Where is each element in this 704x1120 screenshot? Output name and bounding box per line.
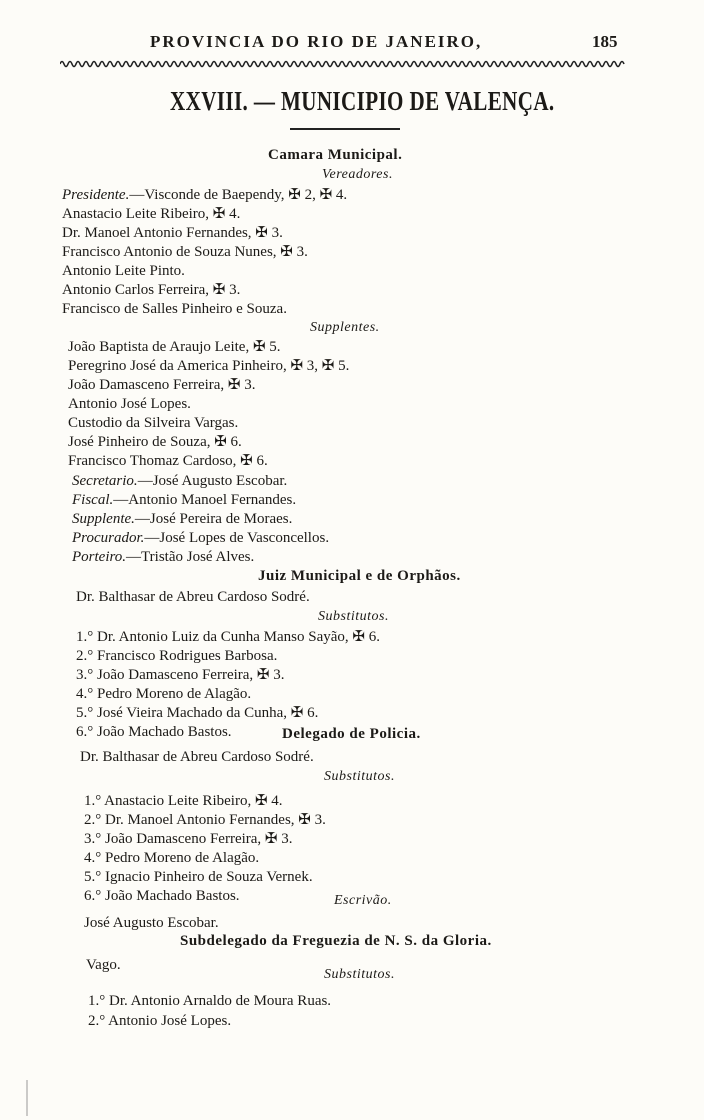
section-heading-juiz: Juiz Municipal e de Orphãos. xyxy=(258,568,461,584)
title-underline xyxy=(290,128,400,130)
subheading-substitutos: Substitutos. xyxy=(324,967,395,982)
role-label: Supplente. xyxy=(72,511,135,527)
subdelegado-status: Vago. xyxy=(86,957,121,973)
subheading-vereadores: Vereadores. xyxy=(322,167,393,182)
section-heading-camara: Camara Municipal. xyxy=(268,147,403,163)
list-item: 2.° Dr. Manoel Antonio Fernandes, ✠ 3. xyxy=(84,812,326,828)
entry-text: —Antonio Manoel Fernandes. xyxy=(113,492,297,508)
role-label: Fiscal. xyxy=(72,492,114,508)
list-item: 3.° João Damasceno Ferreira, ✠ 3. xyxy=(76,667,285,683)
subheading-substitutos: Substitutos. xyxy=(318,609,389,624)
list-item: João Baptista de Araujo Leite, ✠ 5. xyxy=(68,339,281,355)
entry-text: —José Augusto Escobar. xyxy=(137,473,288,489)
list-item: Francisco Antonio de Souza Nunes, ✠ 3. xyxy=(62,244,308,260)
officer-entry xyxy=(72,510,292,528)
officer-entry xyxy=(72,548,254,566)
running-title: PROVINCIA DO RIO DE JANEIRO, xyxy=(150,32,483,51)
list-item: Francisco Thomaz Cardoso, ✠ 6. xyxy=(68,453,268,469)
entry-text: —José Lopes de Vasconcellos. xyxy=(144,530,330,546)
list-item: 4.° Pedro Moreno de Alagão. xyxy=(84,850,260,866)
entry-text: —Visconde de Baependy, ✠ 2, ✠ 4. xyxy=(129,187,348,203)
list-item: Anastacio Leite Ribeiro, ✠ 4. xyxy=(62,206,241,222)
officer-entry xyxy=(72,491,296,509)
role-label: Procurador. xyxy=(72,530,145,546)
list-item: 6.° João Machado Bastos. xyxy=(76,724,232,740)
wavy-rule-divider xyxy=(60,57,625,71)
list-item: 5.° José Vieira Machado da Cunha, ✠ 6. xyxy=(76,705,319,721)
section-heading-delegado: Delegado de Policia. xyxy=(282,726,421,742)
list-item: 4.° Pedro Moreno de Alagão. xyxy=(76,686,252,702)
entry-text: —Tristão José Alves. xyxy=(126,549,255,565)
list-item: Dr. Manoel Antonio Fernandes, ✠ 3. xyxy=(62,225,283,241)
presidente-entry xyxy=(62,186,347,204)
list-item: Antonio José Lopes. xyxy=(68,396,191,412)
juiz-name: Dr. Balthasar de Abreu Cardoso Sodré. xyxy=(76,589,310,605)
list-item: 1.° Dr. Antonio Arnaldo de Moura Ruas. xyxy=(88,993,332,1009)
entry-text: —José Pereira de Moraes. xyxy=(134,511,293,527)
list-item: 1.° Dr. Antonio Luiz da Cunha Manso Sayão, ✠ 6. xyxy=(76,629,380,645)
list-item: 2.° Antonio José Lopes. xyxy=(88,1013,232,1029)
role-label: Presidente. xyxy=(62,187,130,203)
subheading-escrivao: Escrivão. xyxy=(334,893,392,908)
list-item: João Damasceno Ferreira, ✠ 3. xyxy=(68,377,256,393)
section-heading-subdelegado: Subdelegado da Freguezia de N. S. da Gloria. xyxy=(180,933,492,949)
officer-entry xyxy=(72,529,329,547)
list-item: Antonio Carlos Ferreira, ✠ 3. xyxy=(62,282,241,298)
scan-margin-mark xyxy=(26,1080,28,1116)
list-item: 2.° Francisco Rodrigues Barbosa. xyxy=(76,648,278,664)
list-item: Francisco de Salles Pinheiro e Souza. xyxy=(62,301,287,317)
role-label: Secretario. xyxy=(72,473,138,489)
list-item: 5.° Ignacio Pinheiro de Souza Vernek. xyxy=(84,869,313,885)
list-item: 6.° João Machado Bastos. xyxy=(84,888,240,904)
escrivao-name: José Augusto Escobar. xyxy=(84,915,219,931)
list-item: 1.° Anastacio Leite Ribeiro, ✠ 4. xyxy=(84,793,283,809)
role-label: Porteiro. xyxy=(72,549,127,565)
list-item: José Pinheiro de Souza, ✠ 6. xyxy=(68,434,242,450)
list-item: Custodio da Silveira Vargas. xyxy=(68,415,239,431)
subheading-substitutos: Substitutos. xyxy=(324,769,395,784)
list-item: Peregrino José da America Pinheiro, ✠ 3, ✠ 5. xyxy=(68,358,350,374)
officer-entry xyxy=(72,472,287,490)
page-number: 185 xyxy=(592,32,618,51)
subheading-supplentes: Supplentes. xyxy=(310,320,380,335)
delegado-name: Dr. Balthasar de Abreu Cardoso Sodré. xyxy=(80,749,314,765)
list-item: 3.° João Damasceno Ferreira, ✠ 3. xyxy=(84,831,293,847)
list-item: Antonio Leite Pinto. xyxy=(62,263,185,279)
chapter-title: XXVIII. — MUNICIPIO DE VALENÇA. xyxy=(170,86,555,116)
